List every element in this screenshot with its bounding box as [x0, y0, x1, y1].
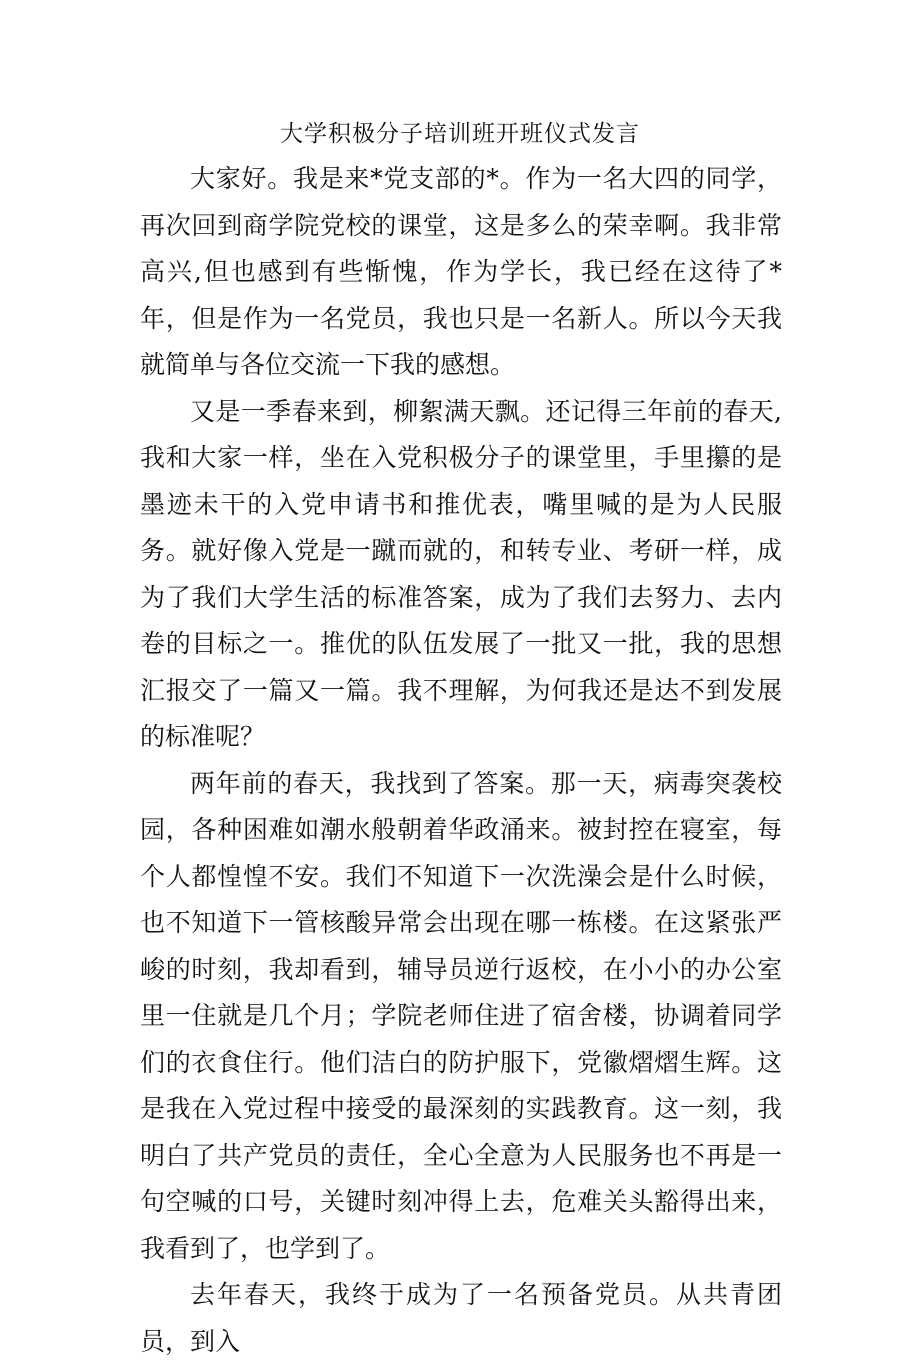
- paragraph: 大家好。我是来*党支部的*。作为一名大四的同学，再次回到商学院党校的课堂，这是多么的荣幸啊。我非常高兴,但也感到有些惭愧，作为学长，我已经在这待了*年，但是作为一名党员，我也只是一名新人。所以今天我就简单与各位交流一下我的感想。: [140, 164, 782, 379]
- document-title: 大学积极分子培训班开班仪式发言: [280, 121, 640, 147]
- paragraph: 去年春天，我终于成为了一名预备党员。从共青团员，到入: [140, 1280, 782, 1356]
- document-body: [140, 156, 782, 1365]
- paragraph: 又是一季春来到，柳絮满天飘。还记得三年前的春天,我和大家一样，坐在入党积极分子的课堂里，手里攥的是墨迹未干的入党申请书和推优表，嘴里喊的是为人民服务。就好像入党是一蹴而就的，和转专业、考研一样，成为了我们大学生活的标准答案，成为了我们去努力、去内卷的目标之一。推优的队伍发展了一批又一批，我的思想汇报交了一篇又一篇。我不理解，为何我还是达不到发展的标准呢？: [140, 396, 782, 751]
- paragraph: 两年前的春天，我找到了答案。那一天，病毒突袭校园，各种困难如潮水般朝着华政涌来。被封控在寝室，每个人都惶惶不安。我们不知道下一次洗澡会是什么时候，也不知道下一管核酸异常会出现在哪一栋楼。在这紧张严峻的时刻，我却看到，辅导员逆行返校，在小小的办公室里一住就是几个月；学院老师住进了宿舍楼，协调着同学们的衣食住行。他们洁白的防护服下，党徽熠熠生辉。这是我在入党过程中接受的最深刻的实践教育。这一刻，我明白了共产党员的责任，全心全意为人民服务也不再是一句空喊的口号，关键时刻冲得上去，危难关头豁得出来，我看到了，也学到了。: [140, 768, 782, 1263]
